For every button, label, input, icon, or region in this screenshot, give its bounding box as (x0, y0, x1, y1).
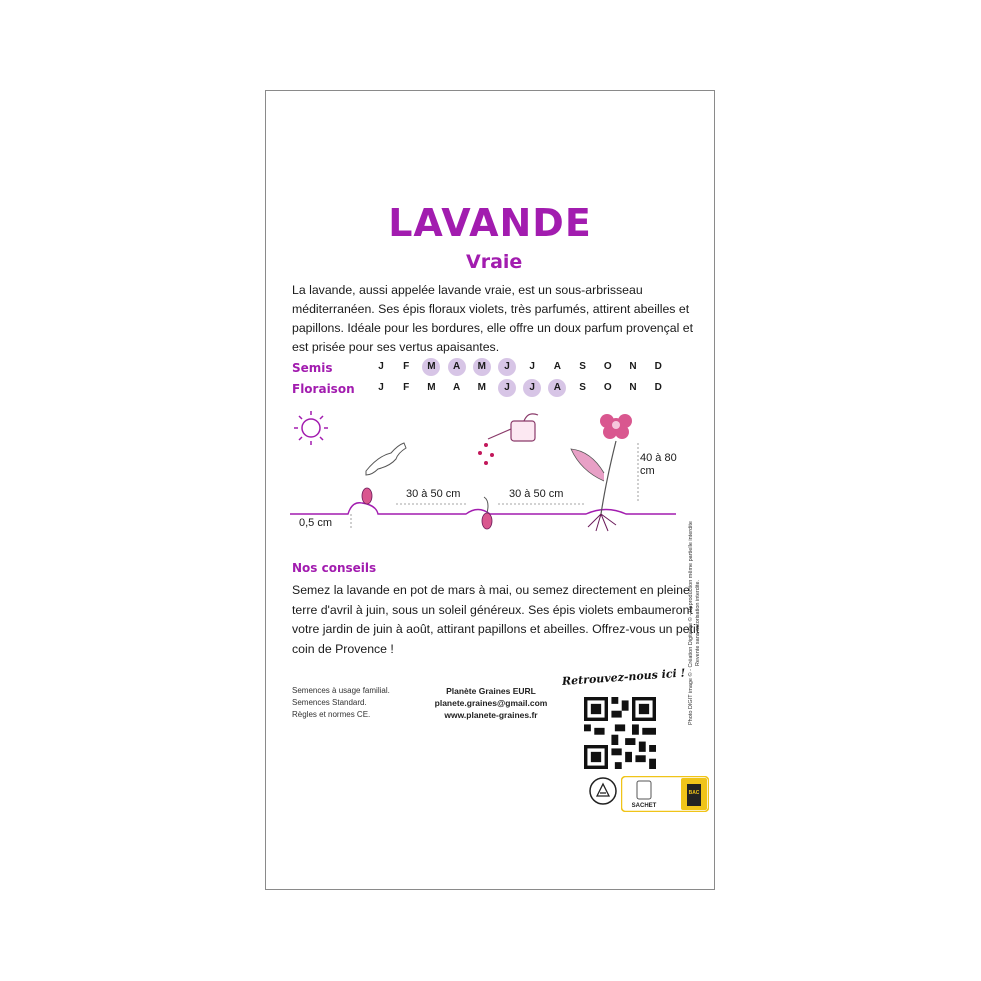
copyright-vertical (680, 491, 710, 771)
month-cell: F (403, 361, 410, 372)
calendar-label-floraison: Floraison (292, 382, 355, 396)
height-label-2: cm (640, 465, 655, 477)
footer-legal-line: Semences Standard. (292, 698, 367, 707)
ground-line (290, 503, 676, 514)
month-cell: M (473, 358, 491, 376)
month-cell: O (603, 382, 612, 393)
copyright-line: Revente sans autorisation interdite. (695, 579, 701, 667)
product-subtitle: Vraie (466, 251, 523, 273)
copyright-line: Photo DIGIT image © - Création Digitalice © - Reproduction même partielle interdite (688, 521, 694, 725)
month-cell: A (553, 361, 561, 372)
footer-legal (292, 685, 390, 721)
month-cell: M (427, 382, 436, 393)
qr-caption: Retrouvez-nous ici ! (561, 666, 686, 688)
month-cell: J (378, 361, 384, 372)
depth-label: 0,5 cm (299, 517, 333, 529)
height-label-1: 40 à 80 (640, 452, 677, 464)
advice-heading: Nos conseils (292, 561, 377, 575)
seed-packet (265, 90, 715, 890)
triman-recycle-icon (588, 776, 618, 806)
calendar-row-floraison (372, 379, 672, 397)
month-cell: J (498, 379, 516, 397)
calendar-label-semis: Semis (292, 361, 333, 375)
month-cell: J (523, 379, 541, 397)
month-cell: D (654, 382, 662, 393)
germinating-seed-icon (482, 513, 492, 529)
month-cell: N (629, 382, 637, 393)
month-cell: J (378, 382, 384, 393)
sachet-label: SACHET (631, 803, 657, 809)
calendar-row-semis (372, 358, 672, 376)
spacing-label-2: 30 à 50 cm (509, 488, 564, 500)
qr-code-icon[interactable] (584, 697, 656, 769)
month-cell: O (603, 361, 612, 372)
footer-legal-line: Semences à usage familial. (292, 686, 390, 695)
company-name: Planète Graines EURL (446, 686, 536, 696)
spacing-label-1: 30 à 50 cm (406, 488, 461, 500)
sorting-info-badge (621, 776, 709, 812)
month-cell: A (452, 382, 461, 393)
seed-icon (362, 488, 372, 504)
product-description: La lavande, aussi appelée lavande vraie, est un sous-arbrisseau méditerranéen. Ses épis floraux violets, très parfumés, attirent abeilles et papillons. Idéale pour les bordures, elle offre un doux parfum provençal et est prisée pour ses vertus apaisantes. (292, 283, 694, 354)
month-cell: F (403, 382, 410, 393)
footer-company (421, 685, 561, 721)
month-cell: D (654, 361, 662, 372)
hand-icon (366, 443, 406, 475)
sun-icon (294, 411, 328, 445)
company-email: planete.graines@gmail.com (434, 698, 548, 708)
month-cell: M (422, 358, 440, 376)
watering-can-icon (488, 414, 538, 441)
month-cell: S (579, 382, 586, 393)
bin-label: BAC (688, 790, 700, 796)
product-title: LAVANDE (388, 201, 592, 245)
month-cell: A (548, 379, 566, 397)
advice-text: Semez la lavande en pot de mars à mai, ou semez directement en pleine terre d'avril à juin, sous un soleil généreux. Ses épis violets embaumeront votre jardin de juin à août, attirant papillons et abeilles. Offrez-vous un petit coin de Provence ! (292, 583, 700, 656)
month-cell: S (579, 361, 586, 372)
month-cell: A (448, 358, 466, 376)
month-cell: N (629, 361, 637, 372)
footer-legal-line: Règles et normes CE. (292, 710, 371, 719)
month-cell: M (477, 382, 486, 393)
company-website: www.planete-graines.fr (444, 710, 538, 720)
month-cell: J (529, 361, 535, 372)
month-cell: J (498, 358, 516, 376)
planting-illustration (266, 401, 716, 561)
